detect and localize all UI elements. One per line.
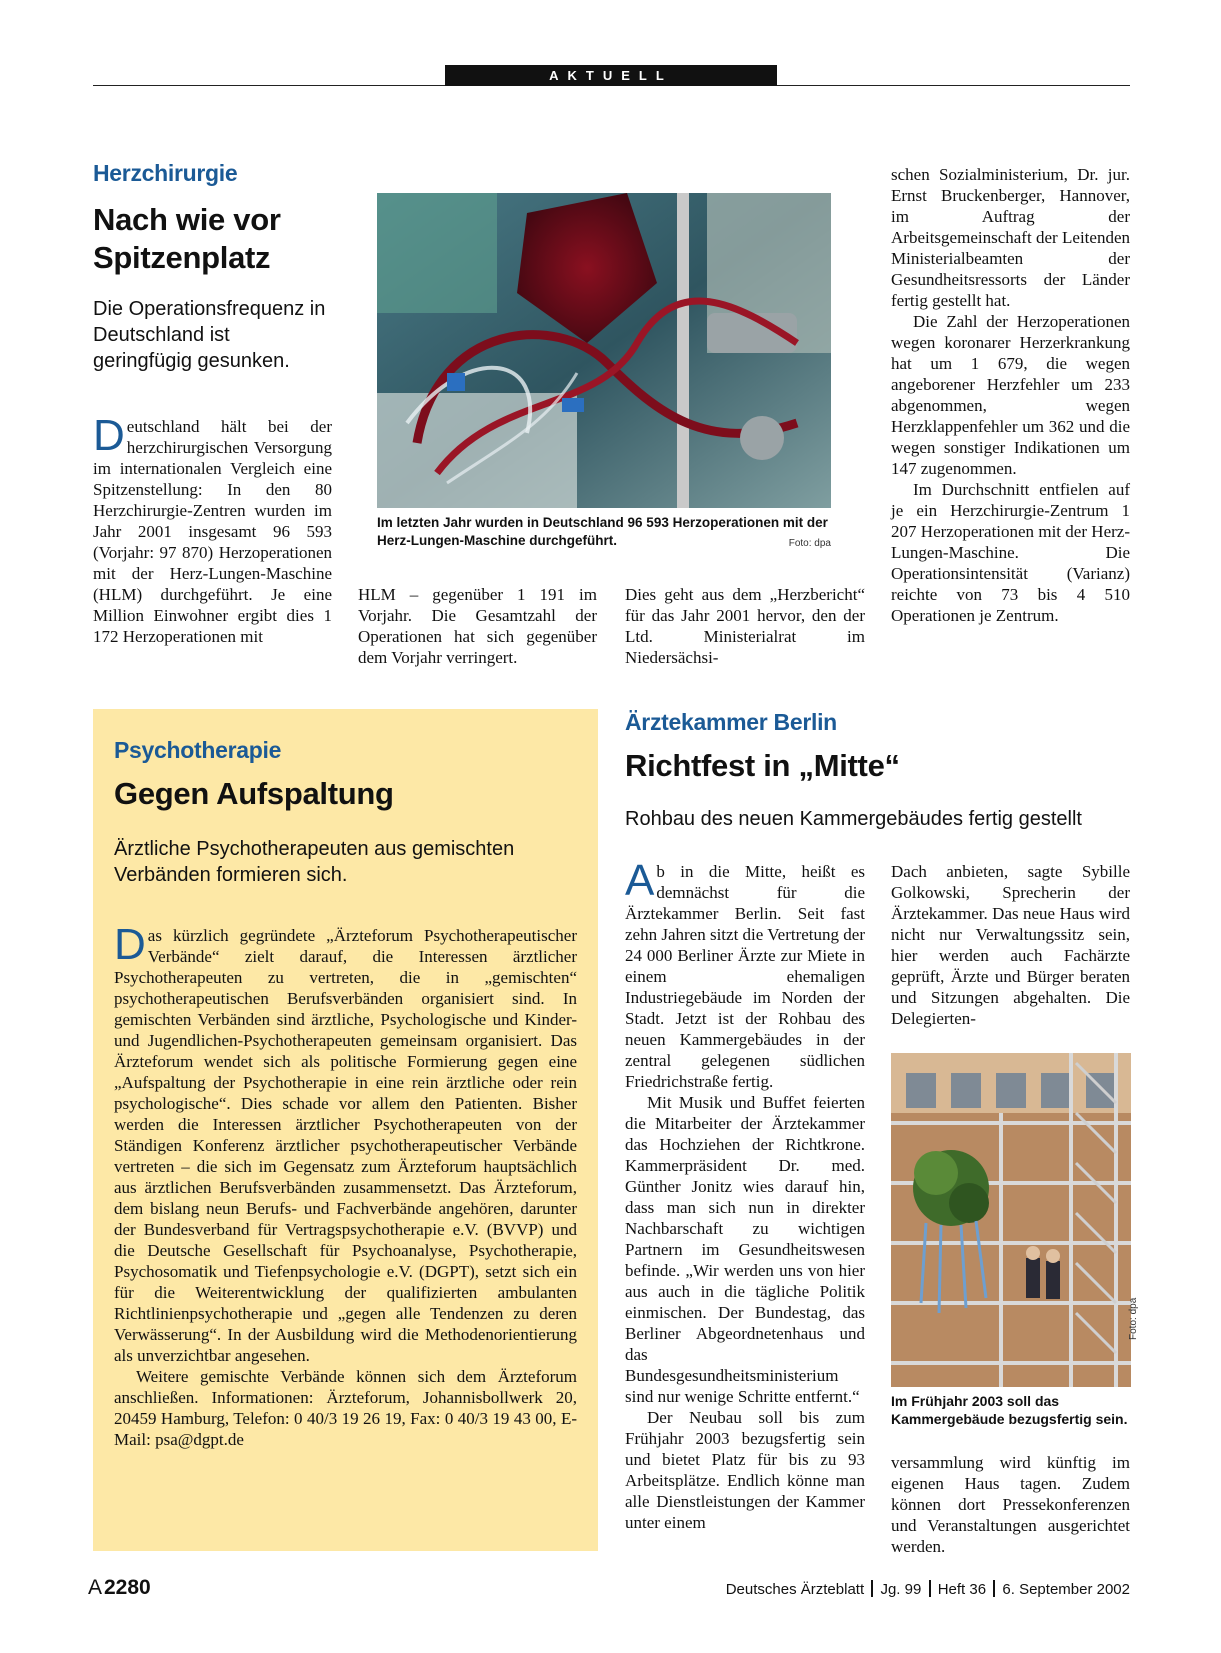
caption-text: Im letzten Jahr wurden in Deutschland 96 593 Herzoperationen mit der Herz-Lungen-Maschine durchgeführt. xyxy=(377,515,828,548)
article1-col4-p1: schen Sozialministerium, Dr. jur. Ernst Bruckenberger, Hannover, im Auftrag der Arbeitsgemeinschaft der Leitenden Ministerialbeamten der Gesundheitsressorts der Länder fertig gestellt hat. xyxy=(891,165,1130,310)
article1-col4 xyxy=(891,164,1130,626)
drop-cap: A xyxy=(625,856,655,905)
article2-p1: as kürzlich gegründete „Ärzteforum Psychotherapeutischer Verbände“ zielt darauf, die Interessen ärztlicher Psychotherapeuten zu vertreten, die in „gemischten“ psychotherapeutischen Berufsverbänden organisiert sind. In gemischten Verbänden sind ärztliche, Psychologische und Kinder- und Jugendlichen-Psychotherapeuten gemeinsam organisiert. Das Ärzteforum wendet sich als politische Formierung gegen eine „Aufspaltung der Psychotherapie in eine rein ärztliche oder rein psychologische“. Dies schade vor allem den Patienten. Bisher werden die Interessen ärztlicher Psychotherapeuten von der Ständigen Konferenz ärztlicher psychotherapeutischer Verbände vertreten – die sich im Gegensatz zum Ärzteforum hauptsächlich aus ärztlichen Berufsverbänden zusammensetzt. Das Ärzteforum, dem bislang neun Berufs- und Fachverbände angehören, darunter der Bundesverband für Vertragspsychotherapie e.V. (BVVP) und die Deutsche Gesellschaft für Psychoanalyse, Psychotherapie, Psychosomatik und Tiefenpsychologie e.V. (DGPT), setzt sich ein für die Weiterentwicklung der qualifizierten ambulanten Richtlinienpsychotherapie und „gegen alle Tendenzen zu deren Verwässerung“. In der Ausbildung wird die Methodenorientierung als unverzichtbar angesehen. xyxy=(114,926,577,1365)
article3-col1-p1: b in die Mitte, heißt es demnächst für die Ärztekammer Berlin. Seit fast zehn Jahren sitzt die Vertretung der 24 000 Berliner Ärzte zur Miete in einem ehemaligen Industriegebäude im Norden der Stadt. Jetzt ist der Rohbau des neuen Kammergebäudes in der zentral gelegenen südlichen Friedrichstraße fertig. xyxy=(625,862,865,1091)
journal-issue: Heft 36 xyxy=(937,1581,987,1598)
article1-col4-p3: Im Durchschnitt entfielen auf je ein Herzchirurgie-Zentrum 1 207 Herzoperationen mit der Herz-Lungen-Maschine. Die Operationsintensität (Varianz) reichte von 73 bis 4 510 Operationen je Zentrum. xyxy=(891,480,1130,625)
heart-lung-machine-photo xyxy=(377,193,831,508)
article3-col1 xyxy=(625,856,865,1533)
separator xyxy=(871,1580,873,1597)
construction-photo xyxy=(891,1053,1131,1387)
separator xyxy=(993,1580,995,1597)
journal-date: 6. September 2002 xyxy=(1002,1581,1130,1598)
article1-col2: HLM – gegenüber 1 191 im Vorjahr. Die Gesamtzahl der Operationen hat sich gegenüber dem Vorjahr verringert. xyxy=(358,585,597,667)
section-label: AKTUELL xyxy=(445,65,777,86)
article3-col2-bottom: versammlung wird künftig im eigenen Haus tagen. Zudem können dort Pressekonferenzen und Veranstaltungen ausgerichtet werden. xyxy=(891,1453,1130,1556)
journal-info xyxy=(726,1580,1130,1598)
page-footer xyxy=(88,1576,1130,1606)
journal-name: Deutsches Ärzteblatt xyxy=(725,1581,865,1598)
article2-deck: Ärztliche Psychotherapeuten aus gemischten Verbänden formieren sich. xyxy=(114,838,515,886)
article1-title: Nach wie vor Spitzenplatz xyxy=(93,202,281,275)
article1-kicker: Herzchirurgie xyxy=(93,160,238,186)
separator xyxy=(929,1580,931,1597)
article1-col4-p2: Die Zahl der Herzoperationen wegen koronarer Herzerkrankung hat um 1 679, die wegen angeborener Herzfehler um 233 abgenommen, wegen Herzklappenfehler um 362 und die wegen sonstiger Indikationen um 147 zugenommen. xyxy=(891,312,1130,478)
article1-col3: Dies geht aus dem „Herzbericht“ für das Jahr 2001 hervor, den der Ltd. Ministerialrat im Niedersächsi- xyxy=(625,585,865,667)
page-prefix: A xyxy=(88,1576,103,1599)
article2-p2: Weitere gemischte Verbände können sich dem Ärzteforum anschließen. Informationen: Ärzteforum, Johannisbollwerk 20, 20459 Hamburg, Telefon: 0 40/3 19 26 19, Fax: 0 40/3 19 43 00, E-Mail: psa@dgpt.de xyxy=(114,1367,577,1449)
article3-deck: Rohbau des neuen Kammergebäudes fertig gestellt xyxy=(625,808,1082,830)
article2-kicker: Psychotherapie xyxy=(114,737,282,763)
article3-col1-p2: Mit Musik und Buffet feierten die Mitarbeiter der Ärztekammer das Hochziehen der Richtkrone. Kammerpräsident Dr. med. Günther Jonitz wies darauf hin, dass man sich nun in direkter Nachbarschaft zu wichtigen Partnern im Gesundheitswesen befinde. „Wir werden uns von hier aus auch in die tägliche Politik einmischen. Der Bundestag, das Berliner Abgeordnetenhaus und das Bundesgesundheitsministerium sind nur wenige Schritte entfernt.“ xyxy=(625,1093,865,1406)
article3-col1-p3: Der Neubau soll bis zum Frühjahr 2003 bezugsfertig sein und bietet Platz für bis zu 93 Arbeitsplätze. Endlich könne man alle Dienstleistungen der Kammer unter einem xyxy=(625,1408,865,1532)
article1-col1 xyxy=(93,411,332,669)
article3-col2-top: Dach anbieten, sagte Sybille Golkowski, Sprecherin der Ärztekammer. Das neue Haus wird nicht nur Verwaltungssitz sein, hier werden auch Fachärzte geprüft, Ärzte und Bürger beraten und Sitzungen abgehalten. Die Delegierten- xyxy=(891,862,1130,1028)
article3-kicker: Ärztekammer Berlin xyxy=(625,709,837,735)
article3-photo-caption: Im Frühjahr 2003 soll das Kammergebäude bezugsfertig sein. xyxy=(891,1393,1128,1427)
article2-title: Gegen Aufspaltung xyxy=(114,776,394,811)
article1-photo-caption xyxy=(377,514,831,553)
drop-cap: D xyxy=(114,920,146,969)
article3-photo-credit: Foto: dpa xyxy=(1128,1297,1139,1340)
article2-body xyxy=(114,920,577,1450)
journal-volume: Jg. 99 xyxy=(880,1581,922,1598)
drop-cap: D xyxy=(93,411,125,460)
article3-title: Richtfest in „Mitte“ xyxy=(625,748,900,783)
photo-credit: Foto: dpa xyxy=(788,538,831,549)
article1-deck: Die Operationsfrequenz in Deutschland ist geringfügig gesunken. xyxy=(93,298,326,372)
page-number: 2280 xyxy=(104,1576,151,1599)
article1-col1-text: eutschland hält bei der herzchirurgischen Versorgung im internationalen Vergleich eine Spitzenstellung: In den 80 Herzchirurgie-Zentren wurden im Jahr 2001 insgesamt 96 593 (Vorjahr: 97 870) Herzoperationen mit der Herz-Lungen-Maschine (HLM) durchgeführt. Je eine Million Einwohner ergibt dies 1 172 Herzoperationen mit xyxy=(93,417,332,646)
